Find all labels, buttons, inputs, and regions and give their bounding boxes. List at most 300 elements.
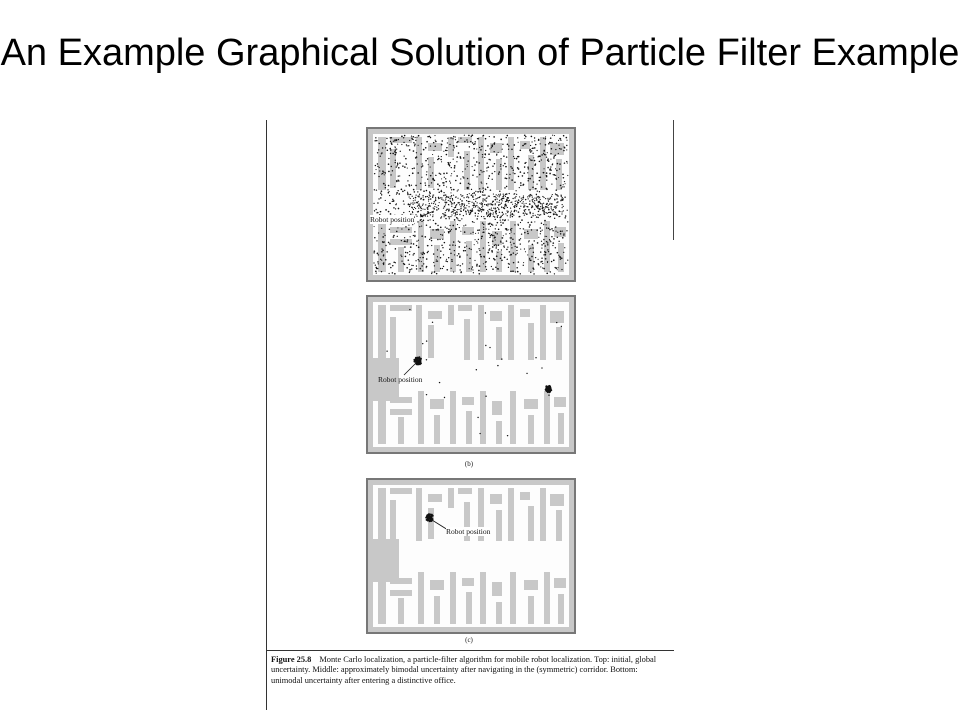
particle [493,207,494,208]
particle [546,236,547,237]
particle [419,268,421,270]
wall [554,578,566,588]
particle [413,235,414,236]
particle [390,267,391,268]
particle [481,183,482,184]
particle [535,205,536,206]
particle [447,138,448,139]
particle [440,250,442,252]
particle [490,226,491,227]
particle [443,182,445,184]
particle [548,251,549,252]
particle [476,176,477,177]
particle [413,243,415,245]
particle [463,225,464,226]
particle [429,239,430,240]
particle [395,208,396,209]
particle [425,147,427,149]
particle [433,262,434,263]
particle [496,201,497,202]
particle [508,220,509,221]
particle [506,186,508,188]
wall [556,327,562,360]
particle [541,241,542,242]
particle [490,213,491,214]
particle [384,174,385,175]
wall [496,327,502,360]
particle [486,205,487,206]
particle [413,198,414,199]
wall [496,510,502,541]
particle [490,159,491,160]
particle [424,209,425,210]
particle [503,245,505,247]
particle [450,187,452,189]
particle [411,185,412,186]
particle [450,137,452,139]
particle [482,201,483,202]
particle [398,139,399,140]
particle [468,197,469,198]
map-drawing [368,129,574,280]
particle [406,163,407,164]
particle [502,219,504,221]
particle [495,199,497,201]
particle [429,203,430,204]
particle [444,232,445,233]
particle [524,162,526,164]
particle [532,201,533,202]
particle [473,272,474,273]
particle [454,202,455,203]
particle [507,144,509,146]
particle [423,195,424,196]
particle [497,216,498,217]
particle [383,172,384,173]
particle [446,228,447,229]
particle [445,215,447,217]
particle [418,145,419,146]
wall [428,508,434,539]
particle [454,219,456,221]
particle [426,266,428,268]
particle [506,137,507,138]
particle [432,229,434,231]
particle [550,153,551,154]
particle [531,159,533,161]
particle [481,204,482,205]
particle [474,239,475,240]
particle [556,202,557,203]
particle [560,200,561,201]
particle [470,212,471,213]
particle [561,195,562,196]
particle [472,175,473,176]
particle [556,322,557,323]
particle [416,194,417,195]
particle [376,272,377,273]
particle [448,200,449,201]
particle [457,209,458,210]
particle [502,196,503,197]
particle [452,225,454,227]
particle [504,204,505,205]
wall [434,415,440,444]
particle [404,237,405,238]
particle [431,245,432,246]
wall [492,582,502,596]
particle [467,194,468,195]
wall [390,590,412,596]
particle [496,245,498,247]
particle [394,146,395,147]
particle [396,181,397,182]
particle [542,230,543,231]
particle [472,197,473,198]
particle [563,184,564,185]
particle [453,195,454,196]
particle [528,198,529,199]
particle [467,141,468,142]
wall [569,297,574,452]
particle [412,196,413,197]
particle [401,240,402,241]
particle [401,144,402,145]
particle [545,136,546,137]
particle [486,201,487,202]
particle [533,273,534,274]
particle [441,178,442,179]
particle [385,209,387,211]
particle [477,417,478,418]
particle [446,172,448,174]
particle [544,251,545,252]
particle [495,208,496,209]
particle [487,204,488,205]
particle [491,207,492,208]
particle [548,227,550,229]
particle [529,203,531,205]
particle [424,236,426,238]
particle [501,216,502,217]
particle [498,171,500,173]
particle [463,177,464,178]
particle [541,247,542,248]
particle [475,194,476,195]
particle [556,170,558,172]
particle [500,222,501,223]
particle [412,202,413,203]
particle [562,197,563,198]
particle [543,224,544,225]
particle [415,260,416,261]
particle [470,249,471,250]
particle [473,157,474,158]
particle [437,183,439,185]
particle [420,206,421,207]
particle [450,192,451,193]
particle [396,148,397,149]
particle [472,142,473,143]
particle [381,271,382,272]
particle [531,150,532,151]
particle [497,207,498,208]
particle [388,242,390,244]
particle [398,167,400,169]
particle [434,208,436,210]
particle [550,169,552,171]
particle [388,273,389,274]
particle [549,240,550,241]
particle [541,154,543,156]
particle [415,208,416,209]
particle [534,200,535,201]
particle [492,246,494,248]
particle [438,198,439,199]
particle [508,145,509,146]
particle [528,241,529,242]
particle [457,265,458,266]
wall [520,309,530,317]
particle [482,135,483,136]
particle [459,269,460,270]
particle [496,194,497,195]
particle [561,269,562,270]
particle [472,134,474,136]
particle [377,212,379,214]
particle [524,211,525,212]
particle [446,186,447,187]
particle [440,227,442,229]
particle [413,150,415,152]
particle [540,199,541,200]
particle [510,212,511,213]
wall [496,421,502,444]
particle [540,206,541,207]
particle [479,207,480,208]
particle [394,151,396,153]
particle [427,252,429,254]
particle [554,218,555,219]
wall [480,221,486,272]
particle [463,157,465,159]
particle [452,244,453,245]
particle [449,225,450,226]
particle [385,245,386,246]
particle [514,211,515,212]
particle [473,203,474,204]
particle [523,203,524,204]
wall [480,391,486,444]
particle [375,209,376,210]
particle [487,166,489,168]
particle [530,145,531,146]
wall [428,494,442,502]
particle [523,228,524,229]
particle [551,196,552,197]
particle [408,203,409,204]
particle [381,194,382,195]
particle [498,194,499,195]
particle [529,248,530,249]
particle [529,196,530,197]
particle [459,204,460,205]
particle [429,205,430,206]
particle [470,233,471,234]
particle [466,164,467,165]
wall [508,305,514,360]
particle [378,254,379,255]
particle [415,140,416,141]
particle [381,190,383,192]
particle [443,192,444,193]
particle [533,252,534,253]
wall [540,305,546,360]
particle [489,233,490,234]
particle [430,166,431,167]
particle [432,322,433,323]
particle [445,178,446,179]
particle [413,139,414,140]
particle [388,185,390,187]
particle [515,271,516,272]
particle [429,191,430,192]
wall [524,580,538,590]
particle [539,177,540,178]
particle [506,156,507,157]
particle [495,244,496,245]
particle [427,136,429,138]
particle [566,145,567,146]
particle [480,256,482,258]
particle [433,203,434,204]
particle [437,256,438,257]
wall [368,480,373,632]
particle [512,204,513,205]
particle [425,215,426,216]
particle [428,199,429,200]
particle [404,166,406,168]
particle [404,135,406,137]
particle [491,250,493,252]
particle [419,206,420,207]
particle [382,236,384,238]
particle [558,144,559,145]
particle [549,229,551,231]
particle [468,183,470,185]
particle [435,197,436,198]
wall [508,137,514,190]
wall [554,397,566,407]
particle [412,224,413,225]
particle [448,257,449,258]
wall [544,572,550,624]
particle [497,252,498,253]
particle [470,141,471,142]
wall [462,227,474,235]
particle [398,208,400,210]
particle [483,263,484,264]
particle [491,147,492,148]
particle [507,207,508,208]
particle [487,210,488,211]
particle [406,144,407,145]
particle [510,216,511,217]
particle [429,194,430,195]
particle [543,243,545,245]
particle [489,237,490,238]
particle [478,138,479,139]
particle [479,433,480,434]
particle [450,216,451,217]
particle [516,194,517,195]
particle [441,197,442,198]
particle [396,166,397,167]
particle [488,213,489,214]
particle [540,143,541,144]
particle [551,208,552,209]
particle [414,145,415,146]
particle [501,237,502,238]
particle [468,201,469,202]
particle [503,194,504,195]
particle [427,178,428,179]
particle [540,227,542,229]
particle [458,209,459,210]
particle [554,135,555,136]
particle [542,205,543,206]
wall [416,305,422,360]
particle [551,209,552,210]
particle [417,221,418,222]
particle [464,141,465,142]
particle [441,216,442,217]
particle [547,203,548,204]
particle [549,142,551,144]
particle [438,156,439,157]
particle [536,216,537,217]
particle [490,215,491,216]
particle [423,190,425,192]
particle [562,230,563,231]
particle [523,265,524,266]
wall [520,141,530,149]
particle [479,197,480,198]
particle [510,166,512,168]
particle [563,198,564,199]
particle [527,206,528,207]
particle [549,199,550,200]
particle [468,206,469,207]
particle [413,200,414,201]
particle [562,207,563,208]
particle [530,159,531,160]
particle [449,244,450,245]
particle [479,250,480,251]
particle [520,243,521,244]
particle [421,215,422,216]
particle [485,262,486,263]
particle [477,197,478,198]
particle [552,230,553,231]
particle [506,193,507,194]
particle [545,258,547,260]
particle [449,165,450,166]
particle [376,240,377,241]
particle [537,191,538,192]
particle [438,208,439,209]
particle [509,193,510,194]
